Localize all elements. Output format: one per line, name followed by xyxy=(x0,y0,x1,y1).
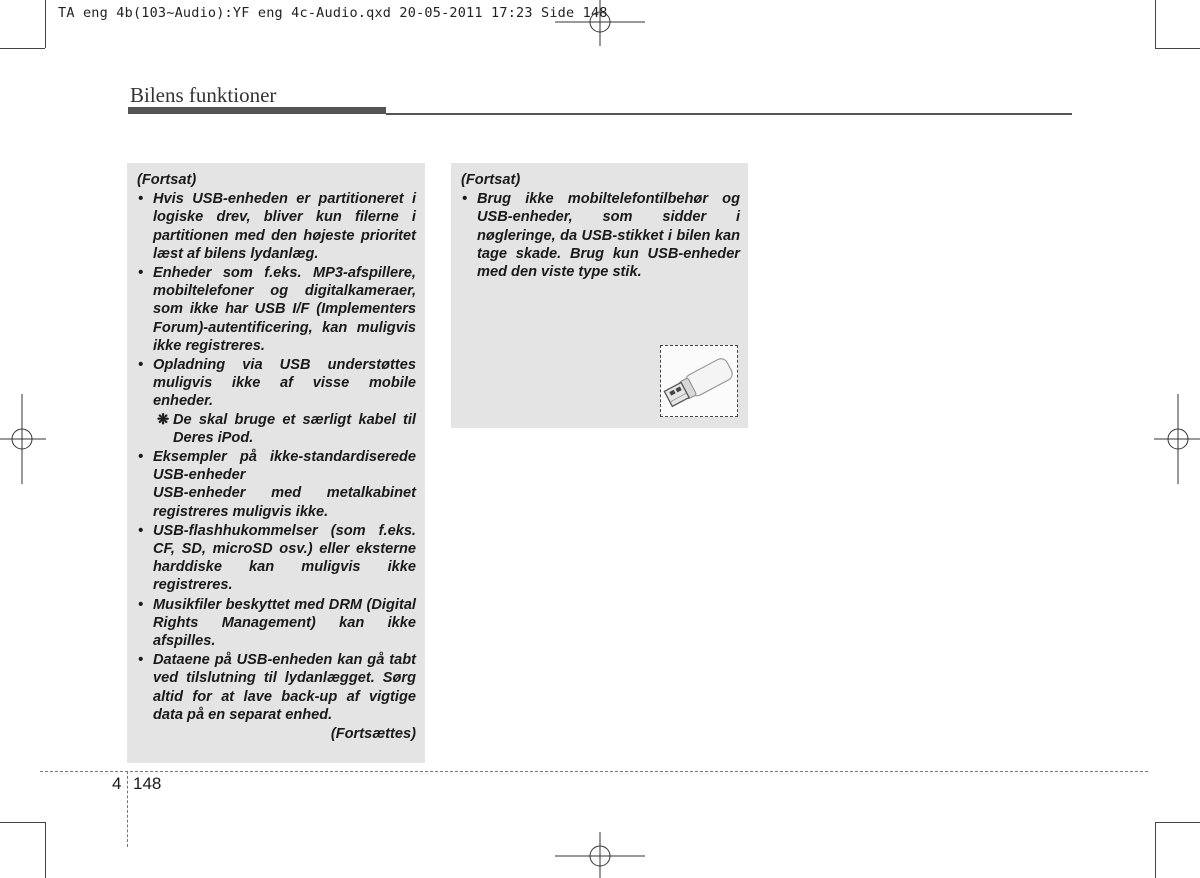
list-item xyxy=(137,651,416,724)
note-icon: ❋ xyxy=(157,411,170,428)
title-rule-thick xyxy=(128,107,386,114)
crop-mark xyxy=(1155,822,1156,878)
list-item xyxy=(137,356,416,447)
list-item-text: Hvis USB-enheden er partitioneret i logiske drev, bliver kun filerne i partitionen med den højeste prioritet læst af bilens lydanlæg. xyxy=(153,191,416,262)
footer-vertical-divider xyxy=(127,771,128,847)
crop-mark xyxy=(1155,0,1156,48)
page-number: 148 xyxy=(133,774,162,793)
list-item-text: Musikfiler beskyttet med DRM (Digital Rights Management) kan ikke afspilles. xyxy=(153,596,416,650)
bullet-icon: • xyxy=(138,449,144,466)
registration-mark-left xyxy=(0,394,46,484)
list-item xyxy=(461,190,740,281)
usb-plug-icon xyxy=(660,345,738,417)
bullet-list xyxy=(461,190,740,281)
note xyxy=(153,411,416,447)
bullet-icon: • xyxy=(462,191,468,208)
list-item-text: Brug ikke mobiltelefontilbehør og USB-enheder, som sidder i nøgleringe, da USB-stikket i bilen kan tage skade. Brug kun USB-enheder med den viste type stik. xyxy=(477,191,740,281)
crop-mark xyxy=(1155,48,1200,49)
list-item-text: Opladning via USB understøttes muligvis ikke af visse mobile enheder. xyxy=(153,357,416,410)
registration-mark-right xyxy=(1154,394,1200,484)
crop-mark xyxy=(45,822,46,878)
list-item-extra: USB-enheder med metalkabinet registreres muligvis ikke. xyxy=(153,485,416,520)
crop-mark xyxy=(1155,822,1200,823)
info-box-left xyxy=(127,163,425,763)
bullet-icon: • xyxy=(138,522,144,539)
bullet-icon: • xyxy=(138,596,144,613)
list-item-text: Dataene på USB-enheden kan gå tabt ved tilslutning til lydanlægget. Sørg altid for at lave back-up af vigtige data på en separat enhed. xyxy=(153,652,416,723)
registration-mark-bottom xyxy=(555,832,645,878)
continued-label: (Fortsat) xyxy=(461,172,521,188)
bullet-list xyxy=(137,190,416,724)
footer-divider xyxy=(40,771,1148,772)
continues-label: (Fortsættes) xyxy=(330,726,416,743)
note-text: De skal bruge et særligt kabel til Deres iPod. xyxy=(173,411,416,446)
crop-mark xyxy=(0,48,45,49)
crop-mark xyxy=(45,0,46,48)
list-item xyxy=(137,522,416,595)
title-rule-thin xyxy=(386,113,1072,115)
continued-label: (Fortsat) xyxy=(137,172,197,188)
crop-mark xyxy=(0,822,45,823)
bullet-icon: • xyxy=(138,191,144,208)
list-item xyxy=(137,264,416,355)
list-item-text: Enheder som f.eks. MP3-afspillere, mobiltelefoner og digitalkameraer, som ikke har USB I/F (Implementers Forum)-autentificering, kan muligvis ikke registreres. xyxy=(153,265,416,354)
list-item xyxy=(137,190,416,263)
bullet-icon: • xyxy=(138,265,144,282)
section-title: Bilens funktioner xyxy=(130,83,277,107)
list-item-text: USB-flashhukommelser (som f.eks. CF, SD, microSD osv.) eller eksterne harddiske kan muligvis ikke registreres. xyxy=(153,522,416,594)
bullet-icon: • xyxy=(138,652,144,669)
list-item-text: Eksempler på ikke-standardiserede USB-enheder xyxy=(153,449,416,484)
print-header: TA eng 4b(103~Audio):YF eng 4c-Audio.qxd 20-05-2011 17:23 Side 148 xyxy=(58,5,608,21)
list-item xyxy=(137,448,416,521)
chapter-number: 4 xyxy=(112,774,122,793)
bullet-icon: • xyxy=(138,357,144,374)
list-item xyxy=(137,596,416,651)
